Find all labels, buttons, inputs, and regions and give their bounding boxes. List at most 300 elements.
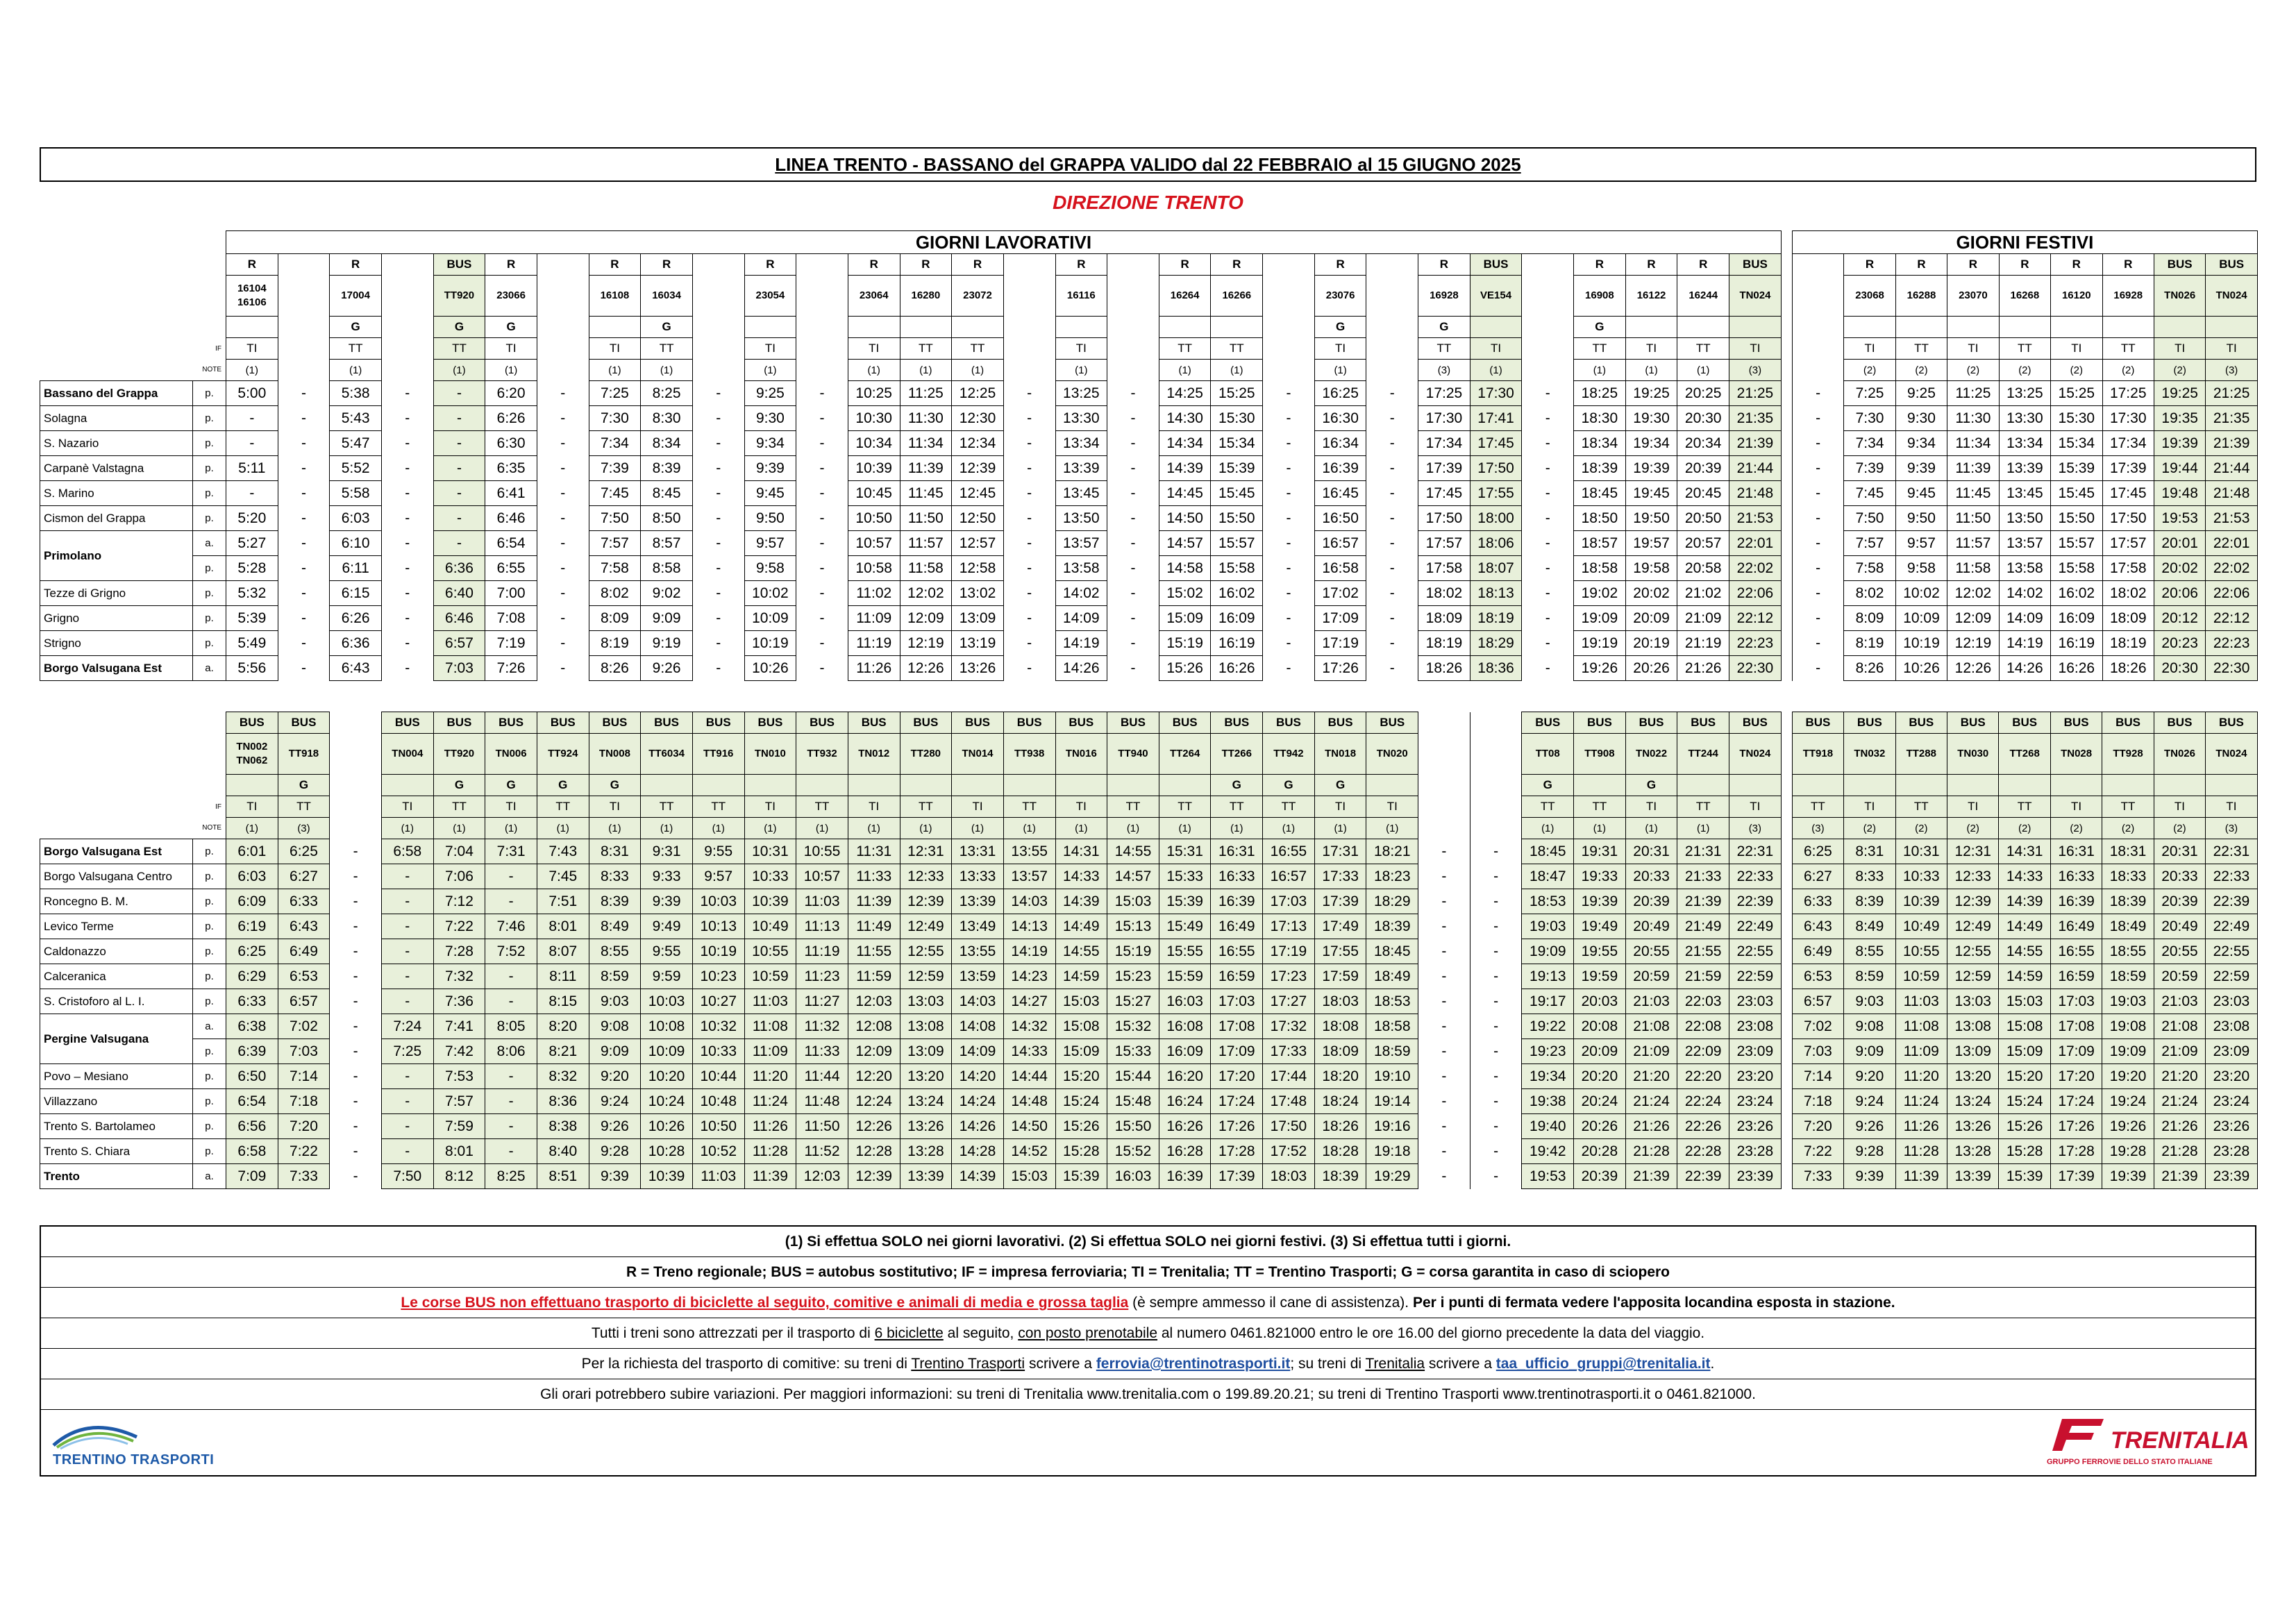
time-cell: -	[381, 1089, 433, 1114]
time-cell: 23:24	[2206, 1089, 2257, 1114]
train-type: BUS	[1107, 712, 1159, 734]
time-cell: 8:50	[641, 506, 693, 531]
time-cell: 11:50	[1947, 506, 1999, 531]
time-cell: 10:30	[848, 406, 900, 431]
note-ref	[1107, 360, 1159, 381]
separator-cell	[1781, 1114, 1792, 1139]
separator-cell	[1781, 338, 1792, 360]
train-number	[796, 276, 848, 317]
time-cell: 17:44	[1263, 1064, 1315, 1089]
time-cell: 6:15	[330, 581, 382, 606]
time-cell: 11:30	[900, 406, 952, 431]
time-cell: -	[1522, 406, 1574, 431]
time-cell: 7:52	[485, 939, 537, 964]
time-cell: 6:36	[330, 631, 382, 656]
time-cell: 20:25	[1677, 381, 1729, 406]
time-cell: 8:05	[485, 1014, 537, 1039]
time-cell: 10:52	[692, 1139, 744, 1164]
time-cell: 6:26	[485, 406, 537, 431]
email-link-trenitalia[interactable]: taa_ufficio_gruppi@trenitalia.it	[1495, 1356, 1711, 1372]
operator: TT	[433, 796, 485, 818]
time-cell: 8:15	[537, 989, 589, 1014]
time-cell: -	[278, 481, 330, 506]
time-cell: 19:57	[1625, 531, 1677, 556]
time-cell: 13:02	[952, 581, 1004, 606]
time-cell: 16:31	[2050, 839, 2102, 864]
time-cell: 18:36	[1470, 656, 1522, 681]
time-cell: 13:09	[952, 606, 1004, 631]
time-cell: 19:48	[2154, 481, 2205, 506]
time-cell: 11:13	[796, 914, 848, 939]
time-cell: 9:39	[744, 456, 796, 481]
time-cell: 13:09	[1947, 1039, 1999, 1064]
time-cell: 10:09	[1895, 606, 1947, 631]
time-cell: 15:33	[1159, 864, 1211, 889]
train-type: BUS	[1470, 254, 1522, 276]
time-cell: -	[1522, 381, 1574, 406]
note-ref: (2)	[2154, 360, 2205, 381]
time-cell: 15:25	[1211, 381, 1263, 406]
time-cell: -	[330, 889, 382, 914]
trenitalia-subtitle: GRUPPO FERROVIE DELLO STATO ITALIANE	[2047, 1458, 2213, 1466]
time-cell: 16:26	[1211, 656, 1263, 681]
operator	[796, 338, 848, 360]
note-ref: (3)	[1729, 818, 1782, 839]
time-cell: 10:19	[692, 939, 744, 964]
time-cell: 18:19	[2102, 631, 2154, 656]
guaranteed-flag	[1055, 775, 1107, 796]
time-cell: -	[1418, 1064, 1470, 1089]
time-cell: 23:20	[2206, 1064, 2257, 1089]
time-cell: 17:45	[1418, 481, 1470, 506]
station-row	[40, 431, 2258, 456]
time-cell: 7:34	[1844, 431, 1895, 456]
time-cell: -	[1366, 531, 1418, 556]
operator: TI	[848, 796, 900, 818]
train-number: TN024	[2206, 734, 2257, 775]
time-cell: -	[1003, 456, 1055, 481]
guaranteed-flag	[900, 775, 952, 796]
time-cell: 22:03	[1677, 989, 1729, 1014]
time-cell: 11:09	[744, 1039, 796, 1064]
time-cell: 15:20	[1999, 1064, 2050, 1089]
time-cell: 15:26	[1055, 1114, 1107, 1139]
time-cell: 9:24	[589, 1089, 641, 1114]
time-cell: -	[330, 914, 382, 939]
time-cell: 17:28	[1211, 1139, 1263, 1164]
train-type: BUS	[589, 712, 641, 734]
train-type: BUS	[381, 712, 433, 734]
operator: TI	[1844, 338, 1895, 360]
time-cell: -	[485, 889, 537, 914]
time-cell: 11:03	[1895, 989, 1947, 1014]
guaranteed-flag	[900, 317, 952, 338]
time-cell: -	[381, 481, 433, 506]
time-cell: 21:35	[1729, 406, 1782, 431]
time-cell: 18:03	[1263, 1164, 1315, 1189]
time-cell: 13:57	[1055, 531, 1107, 556]
time-cell: -	[381, 939, 433, 964]
note-ref: (2)	[2050, 818, 2102, 839]
time-cell: 20:26	[1574, 1114, 1626, 1139]
operator: TI	[1729, 796, 1782, 818]
time-cell: 18:39	[1366, 914, 1418, 939]
time-cell: 18:50	[1574, 506, 1626, 531]
time-cell: 11:34	[900, 431, 952, 456]
time-cell: -	[1792, 406, 1843, 431]
time-cell: 20:30	[1677, 406, 1729, 431]
time-cell: 17:03	[1211, 989, 1263, 1014]
time-cell: 23:28	[2206, 1139, 2257, 1164]
time-cell: 11:30	[1947, 406, 1999, 431]
train-number: 16288	[1895, 276, 1947, 317]
timetable-top	[40, 230, 2258, 681]
time-cell: -	[330, 989, 382, 1014]
time-cell: -	[381, 1139, 433, 1164]
time-cell: 22:59	[1729, 964, 1782, 989]
time-cell: -	[1003, 431, 1055, 456]
time-cell: -	[1003, 506, 1055, 531]
time-cell: -	[1003, 381, 1055, 406]
train-number: TT920	[433, 734, 485, 775]
arrival-departure-flag: p.	[193, 581, 226, 606]
time-cell: 17:39	[1418, 456, 1470, 481]
guaranteed-flag: G	[1211, 775, 1263, 796]
operator: TT	[1522, 796, 1574, 818]
time-cell: 12:33	[1947, 864, 1999, 889]
guaranteed-flag	[1470, 317, 1522, 338]
time-cell: 21:59	[1677, 964, 1729, 989]
train-type: BUS	[744, 712, 796, 734]
separator-cell	[1781, 556, 1792, 581]
time-cell: 11:39	[1947, 456, 1999, 481]
time-cell: 17:26	[1314, 656, 1366, 681]
time-cell: 21:48	[2206, 481, 2258, 506]
time-cell: 12:34	[952, 431, 1004, 456]
time-cell: 22:28	[1677, 1139, 1729, 1164]
time-cell: 19:14	[1366, 1089, 1418, 1114]
time-cell: 18:09	[1418, 606, 1470, 631]
train-number: 16928	[2102, 276, 2154, 317]
time-cell: 11:20	[744, 1064, 796, 1089]
time-cell: 11:09	[848, 606, 900, 631]
time-cell: -	[1263, 481, 1315, 506]
train-number: 16104 16106	[226, 276, 278, 317]
note-ref: (1)	[1677, 360, 1729, 381]
note-ref: (1)	[1055, 360, 1107, 381]
time-cell: 7:04	[433, 839, 485, 864]
time-cell: 7:19	[485, 631, 537, 656]
station-row	[40, 456, 2258, 481]
time-cell: 14:33	[1055, 864, 1107, 889]
group-header-weekday: GIORNI LAVORATIVI	[226, 231, 1782, 254]
time-cell: 20:02	[1625, 581, 1677, 606]
separator-cell	[1781, 889, 1792, 914]
time-cell: -	[485, 864, 537, 889]
time-cell: 8:45	[641, 481, 693, 506]
time-cell: 14:23	[1003, 964, 1055, 989]
time-cell: 7:39	[1844, 456, 1895, 481]
time-cell: 17:08	[2050, 1014, 2102, 1039]
train-type: BUS	[1055, 712, 1107, 734]
time-cell: -	[1418, 1114, 1470, 1139]
time-cell: 17:50	[1418, 506, 1470, 531]
time-cell: -	[278, 456, 330, 481]
fs-mark-icon	[2048, 1413, 2111, 1455]
time-cell: 21:20	[1625, 1064, 1677, 1089]
train-number: 23064	[848, 276, 900, 317]
time-cell: 9:57	[1895, 531, 1947, 556]
time-cell: 21:24	[2154, 1089, 2205, 1114]
station-name: Cismon del Grappa	[40, 506, 193, 531]
time-cell: 6:29	[226, 964, 278, 989]
time-cell: 17:08	[1211, 1014, 1263, 1039]
guaranteed-flag	[1677, 775, 1729, 796]
time-cell: -	[1792, 381, 1843, 406]
time-cell: 15:59	[1159, 964, 1211, 989]
time-cell: -	[1366, 481, 1418, 506]
row-label	[40, 712, 193, 734]
time-cell: 23:28	[1729, 1139, 1782, 1164]
time-cell: 18:29	[1366, 889, 1418, 914]
time-cell: 11:39	[744, 1164, 796, 1189]
note-groups	[41, 1349, 2255, 1379]
time-cell: 17:34	[1418, 431, 1470, 456]
time-cell: -	[485, 1089, 537, 1114]
time-cell: 16:09	[1159, 1039, 1211, 1064]
time-cell: -	[1003, 581, 1055, 606]
time-cell: 13:45	[1055, 481, 1107, 506]
operator	[537, 338, 589, 360]
time-cell: 11:24	[744, 1089, 796, 1114]
arrival-departure-flag: p.	[193, 1114, 226, 1139]
time-cell: 10:31	[744, 839, 796, 864]
separator-cell	[1781, 1139, 1792, 1164]
time-cell: 17:26	[1211, 1114, 1263, 1139]
time-cell: 7:20	[1792, 1114, 1843, 1139]
train-type: BUS	[796, 712, 848, 734]
train-type	[1107, 254, 1159, 276]
separator-cell	[1781, 1039, 1792, 1064]
time-cell: 6:55	[485, 556, 537, 581]
time-cell: 16:50	[1314, 506, 1366, 531]
time-cell: 22:55	[2206, 939, 2257, 964]
note-ref	[1263, 360, 1315, 381]
time-cell: 17:31	[1314, 839, 1366, 864]
note-ref: (1)	[1574, 818, 1626, 839]
time-cell: 15:09	[1055, 1039, 1107, 1064]
time-cell: 10:49	[744, 914, 796, 939]
time-cell: 14:26	[952, 1114, 1004, 1139]
time-cell: 22:33	[1729, 864, 1782, 889]
note-ref: (1)	[848, 360, 900, 381]
time-cell: 20:02	[2154, 556, 2205, 581]
time-cell: 18:33	[2102, 864, 2154, 889]
time-cell: 19:22	[1522, 1014, 1574, 1039]
time-cell: -	[1366, 556, 1418, 581]
time-cell: -	[1263, 431, 1315, 456]
time-cell: -	[278, 606, 330, 631]
direction-heading: DIREZIONE TRENTO	[1053, 192, 1243, 213]
time-cell: 15:09	[1159, 606, 1211, 631]
time-cell: 7:58	[589, 556, 641, 581]
time-cell: -	[1470, 1064, 1522, 1089]
guaranteed-flag	[1895, 775, 1947, 796]
time-cell: 7:25	[589, 381, 641, 406]
train-number: TN008	[589, 734, 641, 775]
separator-cell	[1781, 818, 1792, 839]
time-cell: 13:24	[900, 1089, 952, 1114]
operator: TI	[2206, 796, 2257, 818]
time-cell: 15:39	[1159, 889, 1211, 914]
station-row	[40, 864, 2258, 889]
time-cell: 16:39	[1159, 1164, 1211, 1189]
train-type: BUS	[1159, 712, 1211, 734]
time-cell: 9:03	[1844, 989, 1895, 1014]
train-type: R	[744, 254, 796, 276]
train-type: R	[1999, 254, 2050, 276]
time-cell: 19:39	[2102, 1164, 2154, 1189]
time-cell: 15:57	[1211, 531, 1263, 556]
time-cell: 15:52	[1107, 1139, 1159, 1164]
time-cell: 15:33	[1107, 1039, 1159, 1064]
time-cell: 7:22	[1792, 1139, 1843, 1164]
note-ref: (2)	[1999, 818, 2050, 839]
train-type: R	[1677, 254, 1729, 276]
time-cell: 8:33	[589, 864, 641, 889]
time-cell: 22:33	[2206, 864, 2257, 889]
station-name: Carpanè Valstagna	[40, 456, 193, 481]
time-cell: 7:30	[1844, 406, 1895, 431]
time-cell: 9:31	[641, 839, 693, 864]
time-cell: 21:33	[1677, 864, 1729, 889]
train-type: BUS	[1314, 712, 1366, 734]
time-cell: 14:08	[952, 1014, 1004, 1039]
time-cell: 13:34	[1999, 431, 2050, 456]
train-number	[692, 276, 744, 317]
station-name: Strigno	[40, 631, 193, 656]
train-type	[1366, 254, 1418, 276]
operator: TT	[1895, 796, 1947, 818]
time-cell: 6:03	[226, 864, 278, 889]
time-cell: 9:26	[641, 656, 693, 681]
time-cell: 19:09	[1522, 939, 1574, 964]
train-type: BUS	[900, 712, 952, 734]
guaranteed-flag: G	[589, 775, 641, 796]
time-cell: 20:20	[1574, 1064, 1626, 1089]
time-cell: 18:30	[1574, 406, 1626, 431]
email-link-trentino[interactable]: ferrovia@trentinotrasporti.it	[1096, 1356, 1291, 1372]
guaranteed-flag	[1999, 775, 2050, 796]
time-cell: 9:25	[744, 381, 796, 406]
time-cell: 8:39	[589, 889, 641, 914]
guaranteed-flag	[1159, 317, 1211, 338]
time-cell: 7:03	[1792, 1039, 1843, 1064]
time-cell: -	[1003, 556, 1055, 581]
time-cell: 15:34	[1211, 431, 1263, 456]
time-cell: 5:27	[226, 531, 278, 556]
time-cell: 10:26	[744, 656, 796, 681]
time-cell: 13:31	[952, 839, 1004, 864]
time-cell: 14:57	[1159, 531, 1211, 556]
time-cell: 11:39	[900, 456, 952, 481]
time-cell: 13:50	[1055, 506, 1107, 531]
time-cell: 7:50	[589, 506, 641, 531]
time-cell: 22:09	[1677, 1039, 1729, 1064]
time-cell: -	[1470, 839, 1522, 864]
time-cell: 6:56	[226, 1114, 278, 1139]
guaranteed-flag: G	[537, 775, 589, 796]
guaranteed-flag	[1003, 317, 1055, 338]
time-cell: 20:08	[1574, 1014, 1626, 1039]
time-cell: 6:54	[485, 531, 537, 556]
separator-cell	[1781, 712, 1792, 734]
row-label-empty	[193, 276, 226, 317]
time-cell: 12:50	[952, 506, 1004, 531]
time-cell: 7:45	[537, 864, 589, 889]
time-cell: 6:53	[1792, 964, 1843, 989]
time-cell: 7:58	[1844, 556, 1895, 581]
time-cell: 18:53	[1522, 889, 1574, 914]
time-cell: 19:53	[2154, 506, 2205, 531]
time-cell: 22:01	[2206, 531, 2258, 556]
time-cell: 18:09	[1314, 1039, 1366, 1064]
time-cell: -	[1107, 581, 1159, 606]
operator: TI	[1314, 796, 1366, 818]
separator-cell	[1781, 606, 1792, 631]
guaranteed-flag	[1947, 317, 1999, 338]
operator: TI	[744, 338, 796, 360]
time-cell: 22:39	[1729, 889, 1782, 914]
time-cell: 22:23	[1729, 631, 1782, 656]
time-cell: 8:49	[589, 914, 641, 939]
time-cell: -	[1263, 456, 1315, 481]
operator: TT	[1003, 796, 1055, 818]
train-number: TT08	[1522, 734, 1574, 775]
time-cell: 15:58	[1211, 556, 1263, 581]
train-number: 23076	[1314, 276, 1366, 317]
time-cell: 23:09	[1729, 1039, 1782, 1064]
time-cell: 9:55	[641, 939, 693, 964]
time-cell: 22:31	[2206, 839, 2257, 864]
time-cell: 12:25	[952, 381, 1004, 406]
operator: TI	[848, 338, 900, 360]
time-cell: 20:12	[2154, 606, 2205, 631]
time-cell: 10:02	[1895, 581, 1947, 606]
time-cell: 19:49	[1574, 914, 1626, 939]
time-cell: 12:08	[848, 1014, 900, 1039]
operator: TT	[1211, 796, 1263, 818]
operator: TT	[330, 338, 382, 360]
time-cell: 23:39	[1729, 1164, 1782, 1189]
time-cell: 23:39	[2206, 1164, 2257, 1189]
time-cell: -	[537, 531, 589, 556]
time-cell: -	[1470, 989, 1522, 1014]
time-cell: 21:44	[2206, 456, 2258, 481]
time-cell: 6:54	[226, 1089, 278, 1114]
time-cell: 12:57	[952, 531, 1004, 556]
note-ref: (2)	[2102, 360, 2154, 381]
time-cell: 10:48	[692, 1089, 744, 1114]
time-cell: 10:33	[1895, 864, 1947, 889]
guaranteed-flag	[1729, 775, 1782, 796]
time-cell: 7:25	[381, 1039, 433, 1064]
time-cell: 13:26	[900, 1114, 952, 1139]
time-cell: 19:34	[1625, 431, 1677, 456]
time-cell: 23:24	[1729, 1089, 1782, 1114]
train-number: TT280	[900, 734, 952, 775]
time-cell: 23:03	[2206, 989, 2257, 1014]
